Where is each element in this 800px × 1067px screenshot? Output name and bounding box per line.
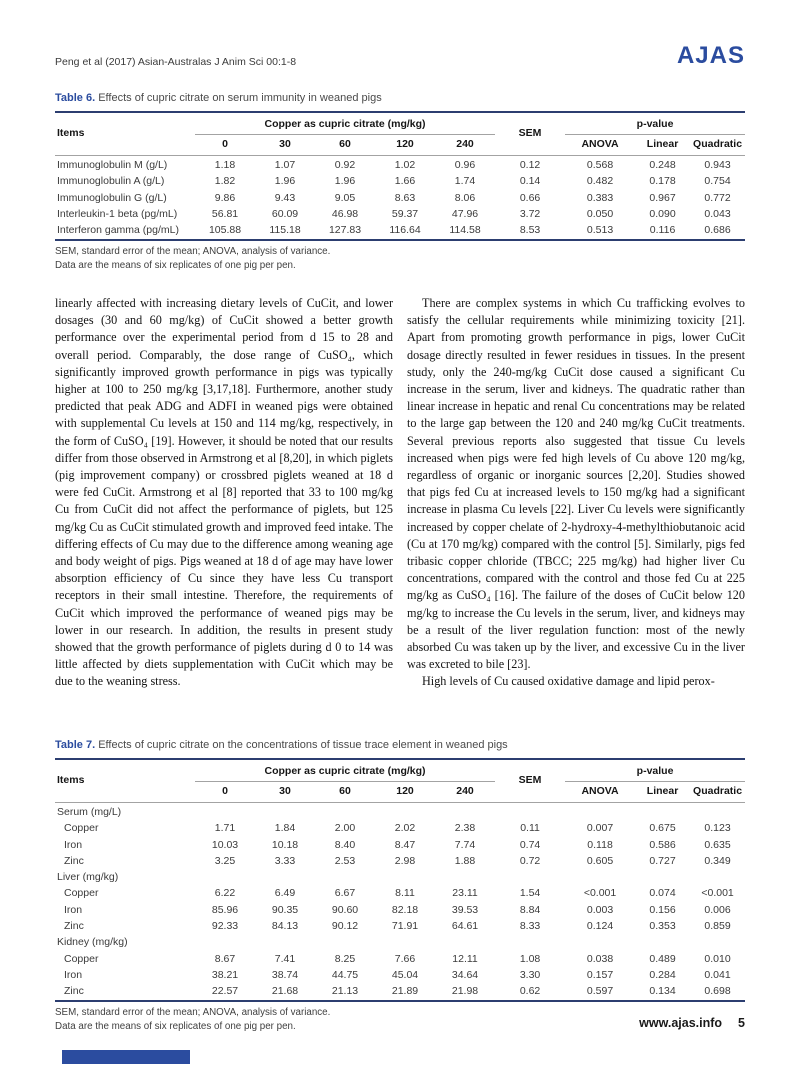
cell-value: 105.88 — [208, 224, 242, 237]
cell-value: 0.074 — [649, 887, 676, 900]
table-row — [55, 967, 745, 983]
row-item-label: Iron — [64, 903, 83, 916]
table6-p-quadratic: Quadratic — [690, 134, 745, 156]
cell-value: <0.001 — [583, 887, 617, 900]
table-row — [55, 886, 745, 902]
cell-value: 0.14 — [519, 175, 541, 188]
row-item-label: Copper — [64, 952, 99, 965]
table6-p-linear: Linear — [635, 134, 690, 156]
cell-value: 1.82 — [214, 175, 236, 188]
cell-value: 1.96 — [274, 175, 296, 188]
cell-value: 9.86 — [214, 191, 236, 204]
cell-value: 0.038 — [586, 952, 614, 965]
cell-value: 47.96 — [451, 207, 479, 220]
footer-site: www.ajas.info — [639, 1016, 723, 1030]
cell-value: 12.11 — [452, 952, 478, 965]
cell-value: 0.284 — [649, 968, 676, 981]
page-number: 5 — [738, 1016, 745, 1030]
table-row — [55, 821, 745, 837]
cell-value: 0.482 — [586, 175, 614, 188]
cell-value: 114.58 — [449, 224, 481, 237]
table7-sem-header: SEM — [495, 759, 565, 803]
page-footer — [639, 1016, 745, 1030]
table7-caption-text: Effects of cupric citrate on the concentrations of tissue trace element in weaned pigs — [98, 739, 508, 752]
cell-value: 21.13 — [331, 985, 359, 998]
cell-value: 0.050 — [586, 207, 614, 220]
table6-p-anova: ANOVA — [565, 134, 635, 156]
cell-value: 0.010 — [704, 952, 731, 965]
table6-sem-header: SEM — [495, 112, 565, 156]
cell-value: 0.597 — [586, 985, 614, 998]
cell-value: 1.74 — [454, 175, 476, 188]
cell-value: 0.74 — [519, 838, 541, 851]
row-item-label: Immunoglobulin G (g/L) — [57, 191, 167, 204]
row-item-label: Interferon gamma (pg/mL) — [57, 224, 179, 237]
table-row — [55, 837, 745, 853]
body-paragraph: There are complex systems in which Cu trafficking evolves to satisfy the cellular requirements while minimizing toxicity [21]. Apart from promoting growth performance in pigs, lower CuCit dosage directly resulted in fewer residues in tissues. In the present study, only the 240-mg/kg CuCit dose caused a significant Cu increase in the serum, liver and kidneys. The quadratic rather than linear increase in hepatic and renal Cu concentrations may be related to the large gap between the 120 and 240 mg/kg CuCit treatments. Several previous reports also suggested that tissue Cu levels increased when pigs were fed high levels of Cu above 120 mg/kg, regardless of organic or inorganic sources [2,20]. Studies showed that pigs fed Cu at increased levels to 150 mg/kg had a significant increase in plasma Cu levels [22]. Liver Cu levels were significantly increased by copper chelate of 2-hydroxy-4-methylthiobutanoic acid (Cu at 170 mg/kg) compared with the control [5]. Similarly, pigs fed tribasic copper chloride (TBCC; 225 mg/kg) had higher liver Cu concentrations, compared with the control and those fed Cu at 225 mg/kg as CuSO₄ [16]. The failure of the doses of CuCit below 120 mg/kg to increase the Cu levels in the serum, liver, and kidneys may be a result of the liver regulation function: most of the newly absorbed Cu was taken up by the liver, and excessive Cu in the liver was excreted to bile [23]. — [407, 296, 745, 672]
cell-value: 46.98 — [331, 207, 359, 220]
cell-value: 0.124 — [586, 919, 614, 932]
cell-value: 3.30 — [519, 968, 541, 981]
table7-footnote-2: Data are the means of six replicates of one pig per pen. — [55, 1020, 296, 1032]
cell-value: 10.03 — [211, 838, 239, 851]
cell-value: 0.041 — [704, 968, 731, 981]
table-group-row — [55, 935, 745, 951]
table6-items-header: Items — [55, 112, 195, 156]
table6-head — [55, 112, 745, 156]
cell-value: 0.116 — [649, 224, 676, 237]
cell-value: 84.13 — [271, 919, 299, 932]
cell-value: 90.35 — [271, 903, 299, 916]
table-row — [55, 223, 745, 240]
cell-value: 0.11 — [520, 822, 540, 835]
cell-value: 8.40 — [334, 838, 356, 851]
cell-value: 0.156 — [649, 903, 676, 916]
table-row — [55, 919, 745, 935]
table6-caption-text: Effects of cupric citrate on serum immunity in weaned pigs — [98, 92, 382, 104]
table7-head — [55, 759, 745, 803]
table7-dose-0: 0 — [195, 781, 255, 803]
table6-pvalue-header: p-value — [565, 112, 745, 134]
row-group-label: Liver (mg/kg) — [57, 871, 119, 884]
cell-value: 2.02 — [394, 822, 416, 835]
cell-value: 0.007 — [586, 822, 614, 835]
cell-value: 0.635 — [704, 838, 731, 851]
table-row — [55, 853, 745, 869]
cell-value: 21.89 — [391, 985, 419, 998]
cell-value: 21.98 — [451, 985, 479, 998]
table6-dose-120: 120 — [375, 134, 435, 156]
cell-value: 9.43 — [274, 191, 296, 204]
row-item-label: Zinc — [64, 919, 84, 932]
table7-group-header: Copper as cupric citrate (mg/kg) — [195, 759, 495, 781]
table7-p-linear: Linear — [635, 781, 690, 803]
table7-footnote-1: SEM, standard error of the mean; ANOVA, analysis of variance. — [55, 1007, 331, 1018]
cell-value: 6.67 — [334, 887, 356, 900]
table6-group-header: Copper as cupric citrate (mg/kg) — [195, 112, 495, 134]
table7-p-quadratic: Quadratic — [690, 781, 745, 803]
cell-value: 21.68 — [271, 985, 299, 998]
table7-caption — [55, 739, 745, 751]
row-item-label: Immunoglobulin M (g/L) — [57, 159, 168, 171]
table6-body — [55, 156, 745, 241]
cell-value: 2.38 — [454, 822, 476, 835]
cell-value: 8.84 — [519, 903, 541, 916]
cell-value: 1.02 — [394, 159, 416, 171]
row-item-label: Iron — [64, 968, 83, 981]
cell-value: 8.47 — [394, 838, 416, 851]
cell-value: 39.53 — [451, 903, 479, 916]
row-group-label: Serum (mg/L) — [57, 806, 122, 819]
cell-value: 8.33 — [519, 919, 541, 932]
cell-value: 8.67 — [214, 952, 236, 965]
table7 — [55, 758, 745, 1002]
footer-accent-bar — [62, 1050, 190, 1064]
cell-value: 0.754 — [704, 175, 731, 188]
table6-caption-label: Table 6. — [55, 92, 96, 104]
table7-wrap — [55, 758, 745, 1002]
cell-value: 1.18 — [214, 159, 236, 171]
cell-value: 0.772 — [704, 191, 731, 204]
cell-value: 0.96 — [454, 159, 476, 171]
cell-value: 0.72 — [519, 854, 541, 867]
cell-value: 8.11 — [395, 887, 415, 900]
cell-value: 22.57 — [211, 985, 239, 998]
table-row — [55, 984, 745, 1001]
cell-value: 0.118 — [587, 838, 613, 851]
table7-items-header: Items — [55, 759, 195, 803]
cell-value: 0.123 — [704, 822, 731, 835]
table-row — [55, 190, 745, 206]
cell-value: 60.09 — [271, 207, 299, 220]
table-group-row — [55, 803, 745, 821]
cell-value: 90.60 — [331, 903, 359, 916]
table6-dose-240: 240 — [435, 134, 495, 156]
body-paragraph: High levels of Cu caused oxidative damage and lipid perox- — [422, 674, 715, 689]
table-row — [55, 206, 745, 222]
row-item-label: Zinc — [64, 985, 84, 998]
cell-value: 0.489 — [649, 952, 676, 965]
cell-value: 0.568 — [586, 159, 614, 171]
cell-value: 23.11 — [452, 887, 478, 900]
body-paragraph: linearly affected with increasing dietary levels of CuCit, and lower dosages (30 and 60 mg/kg) of CuCit showed a better growth performance over the experimental period from d 15 to 28 and overall period. Comparably, the dose range of CuSO₄, which significantly improved growth performance in pigs was typically higher at 100 to 250 mg/kg [3,17,18]. Furthermore, another study predicted that peak ADG and ADFI in weaned pigs were obtained with supplemental Cu levels at 150 and 114 mg/kg, respectively, in the form of CuSO₄ [19]. However, it should be noted that our results differ from those observed in Armstrong et al [8,20], in which piglets (pig improvement company) or crossbred piglets weaned at 18 d were fed CuCit. Armstrong et al [8] reported that 33 to 100 mg/kg Cu from CuCit did not affect the performance of piglets, but 125 mg/kg Cu as CuCit stimulated growth and improved feed intake. The differing effects of Cu may due to the difference among weaning age and body weight of pigs. Pigs weaned at 18 d of age may have lower absorption efficiency of Cu since they have less Cu transport receptors in their small intestine. Therefore, the requirements of CuCit which improved the performance of weaned pigs may be lower in our research. In addition, the results in present study showed that the growth performance of piglets during d 0 to 14 was little affected by diets supplementation with CuCit which may be due to the weaning stress. — [55, 296, 393, 689]
table6-footnote-2: Data are the means of six replicates of one pig per pen. — [55, 259, 296, 271]
cell-value: 64.61 — [451, 919, 479, 932]
cell-value: 8.63 — [394, 191, 416, 204]
cell-value: 127.83 — [328, 224, 362, 237]
table7-pvalue-header: p-value — [565, 759, 745, 781]
cell-value: 9.05 — [334, 191, 356, 204]
row-item-label: Zinc — [64, 854, 84, 867]
cell-value: 92.33 — [211, 919, 239, 932]
cell-value: 90.12 — [331, 919, 359, 932]
cell-value: 1.66 — [394, 175, 416, 188]
cell-value: 7.66 — [394, 952, 416, 965]
cell-value: 0.967 — [649, 191, 676, 204]
table6-caption — [55, 92, 745, 104]
row-item-label: Iron — [64, 838, 83, 851]
cell-value: 2.00 — [334, 822, 356, 835]
table7-body — [55, 803, 745, 1001]
table6-footnotes — [55, 245, 745, 272]
cell-value: 0.134 — [649, 985, 676, 998]
table6-footnote-1: SEM, standard error of the mean; ANOVA, analysis of variance. — [55, 246, 331, 258]
table7-dose-240: 240 — [435, 781, 495, 803]
cell-value: 10.18 — [271, 838, 299, 851]
cell-value: 2.53 — [334, 854, 356, 867]
cell-value: 0.586 — [649, 838, 676, 851]
cell-value: 8.53 — [519, 224, 541, 237]
cell-value: 8.06 — [454, 191, 476, 204]
cell-value: 7.41 — [274, 952, 296, 965]
cell-value: 0.943 — [704, 159, 731, 171]
right-column — [407, 295, 745, 715]
cell-value: 0.006 — [704, 903, 731, 916]
cell-value: 6.49 — [274, 887, 296, 900]
cell-value: 0.178 — [649, 175, 676, 188]
table-row — [55, 156, 745, 174]
cell-value: 71.91 — [391, 919, 419, 932]
body-text — [55, 295, 745, 715]
cell-value: 6.22 — [214, 887, 236, 900]
cell-value: 44.75 — [331, 968, 359, 981]
table-row — [55, 951, 745, 967]
cell-value: 0.12 — [519, 159, 541, 171]
cell-value: 85.96 — [211, 903, 239, 916]
table7-p-anova: ANOVA — [565, 781, 635, 803]
table6 — [55, 111, 745, 241]
table7-caption-label: Table 7. — [55, 739, 96, 752]
cell-value: 1.54 — [519, 887, 541, 900]
cell-value: 3.33 — [274, 854, 296, 867]
cell-value: 3.25 — [214, 854, 236, 867]
cell-value: 8.25 — [334, 952, 356, 965]
table6-wrap — [55, 111, 745, 241]
row-item-label: Interleukin-1 beta (pg/mL) — [57, 207, 178, 220]
cell-value: 3.72 — [519, 207, 541, 220]
cell-value: 0.66 — [519, 191, 541, 204]
cell-value: 116.64 — [389, 224, 421, 237]
table7-dose-60: 60 — [315, 781, 375, 803]
cell-value: 0.090 — [649, 207, 676, 220]
cell-value: 38.21 — [211, 968, 239, 981]
cell-value: <0.001 — [701, 887, 734, 900]
table-row — [55, 902, 745, 918]
cell-value: 7.74 — [454, 838, 476, 851]
cell-value: 1.07 — [274, 159, 296, 171]
table6-dose-60: 60 — [315, 134, 375, 156]
cell-value: 82.18 — [391, 903, 419, 916]
cell-value: 0.513 — [586, 224, 614, 237]
cell-value: 0.349 — [704, 854, 731, 867]
table7-dose-30: 30 — [255, 781, 315, 803]
table-group-row — [55, 870, 745, 886]
cell-value: 1.96 — [334, 175, 356, 188]
cell-value: 1.71 — [214, 822, 236, 835]
row-item-label: Immunoglobulin A (g/L) — [57, 175, 165, 188]
table6-dose-30: 30 — [255, 134, 315, 156]
cell-value: 115.18 — [269, 224, 301, 237]
cell-value: 0.353 — [649, 919, 676, 932]
cell-value: 56.81 — [211, 207, 239, 220]
cell-value: 0.92 — [334, 159, 356, 171]
cell-value: 0.043 — [704, 207, 731, 220]
cell-value: 0.62 — [519, 985, 541, 998]
cell-value: 0.605 — [586, 854, 614, 867]
cell-value: 2.98 — [394, 854, 416, 867]
table-row — [55, 174, 745, 190]
cell-value: 45.04 — [391, 968, 419, 981]
cell-value: 0.859 — [704, 919, 731, 932]
cell-value: 0.003 — [586, 903, 614, 916]
cell-value: 0.675 — [649, 822, 676, 835]
cell-value: 0.157 — [586, 968, 614, 981]
cell-value: 34.64 — [451, 968, 479, 981]
cell-value: 0.727 — [649, 854, 676, 867]
row-item-label: Copper — [64, 887, 99, 900]
cell-value: 59.37 — [391, 207, 419, 220]
table6-dose-0: 0 — [195, 134, 255, 156]
cell-value: 0.248 — [649, 159, 676, 171]
row-group-label: Kidney (mg/kg) — [57, 936, 128, 949]
page-header — [55, 44, 745, 68]
cell-value: 1.84 — [274, 822, 296, 835]
left-column — [55, 295, 393, 715]
cell-value: 38.74 — [271, 968, 299, 981]
row-item-label: Copper — [64, 822, 99, 835]
cell-value: 0.383 — [586, 191, 614, 204]
cell-value: 0.686 — [704, 224, 731, 237]
cell-value: 1.88 — [454, 854, 476, 867]
running-head: Peng et al (2017) Asian-Australas J Anim Sci 00:1-8 — [55, 56, 297, 68]
table7-dose-120: 120 — [375, 781, 435, 803]
journal-logo: AJAS — [676, 42, 745, 69]
cell-value: 1.08 — [519, 952, 541, 965]
cell-value: 0.698 — [704, 985, 731, 998]
